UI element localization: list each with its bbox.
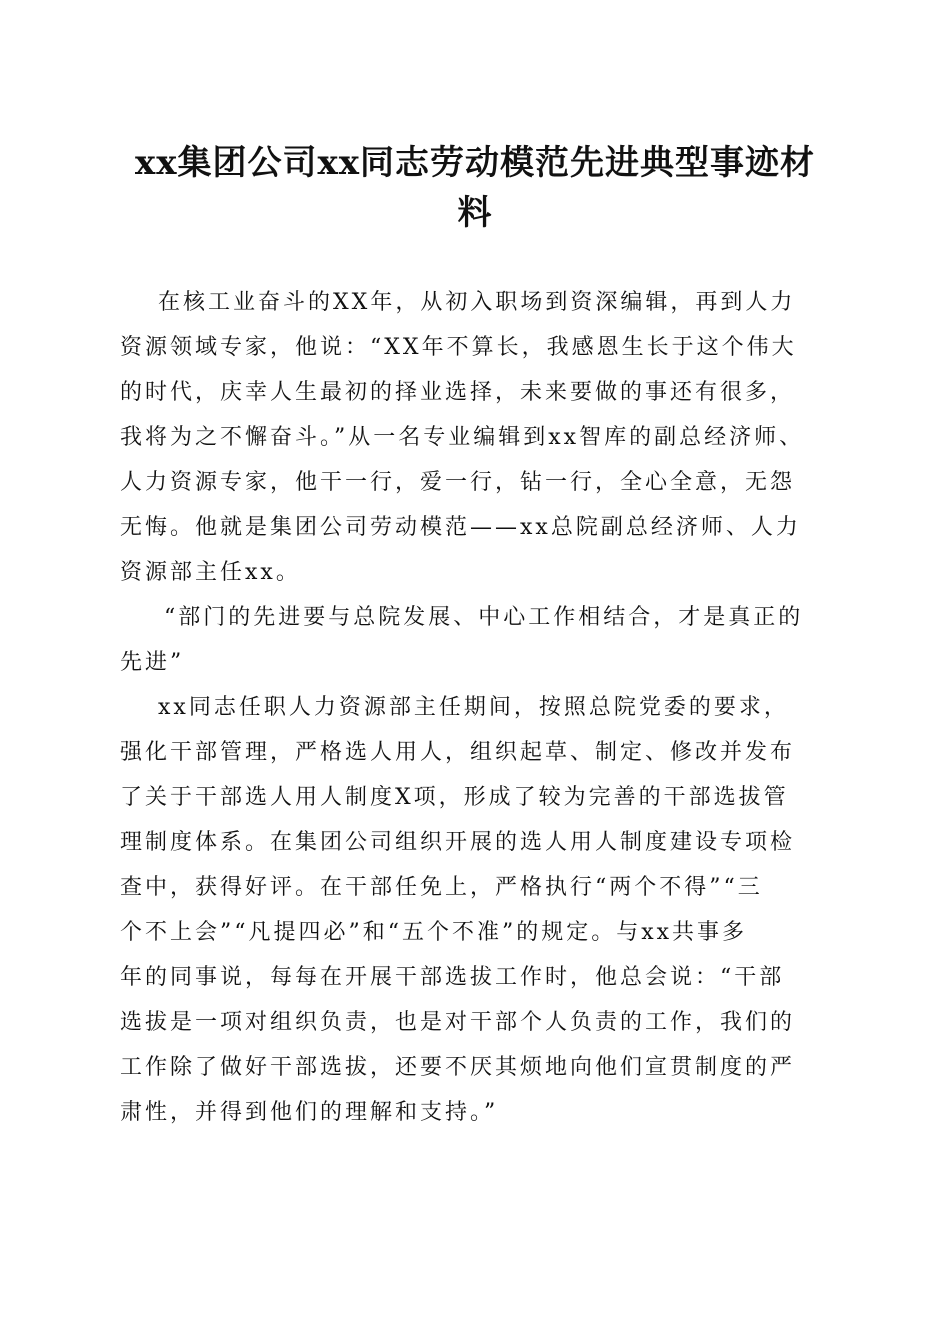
text-line: 个不上会”“凡提四必”和“五个不准”的规定。与xx共事多 bbox=[120, 920, 748, 945]
text-line: 在核工业奋斗的XX年，从初入职场到资深编辑，再到人力 bbox=[158, 290, 796, 315]
text-line: xx同志任职人力资源部主任期间，按照总院党委的要求， bbox=[158, 695, 789, 720]
title-line-1: xx集团公司xx同志劳动模范先进典型事迹材 bbox=[134, 143, 816, 183]
text-line: 年的同事说，每每在开展干部选拔工作时，他总会说：“干部 bbox=[120, 965, 785, 990]
text-line: 强化干部管理，严格选人用人，组织起草、制定、修改并发布 bbox=[120, 740, 796, 765]
document-body bbox=[120, 280, 830, 1135]
text-line: 先进” bbox=[120, 650, 185, 675]
title-line-2: 料 bbox=[457, 193, 493, 233]
text-line: 人力资源专家，他干一行，爱一行，钻一行，全心全意，无怨 bbox=[120, 470, 796, 495]
text-line: 无悔。他就是集团公司劳动模范——xx总院副总经济师、人力 bbox=[120, 515, 801, 540]
text-line: 的时代，庆幸人生最初的择业选择，未来要做的事还有很多， bbox=[120, 380, 796, 405]
text-line: “部门的先进要与总院发展、中心工作相结合，才是真正的 bbox=[164, 605, 804, 630]
text-line: 选拔是一项对组织负责，也是对干部个人负责的工作，我们的 bbox=[120, 1010, 796, 1035]
text-line: 工作除了做好干部选拔，还要不厌其烦地向他们宣贯制度的严 bbox=[120, 1055, 796, 1080]
text-line: 肃性，并得到他们的理解和支持。” bbox=[120, 1100, 499, 1125]
text-line: 资源领域专家，他说：“XX年不算长，我感恩生长于这个伟大 bbox=[120, 335, 797, 360]
text-line: 了关于干部选人用人制度X项，形成了较为完善的干部选拔管 bbox=[120, 785, 789, 810]
text-line: 资源部主任xx。 bbox=[120, 560, 301, 585]
text-line: 我将为之不懈奋斗。”从一名专业编辑到xx智库的副总经济师、 bbox=[120, 425, 805, 450]
text-line: 理制度体系。在集团公司组织开展的选人用人制度建设专项检 bbox=[120, 830, 796, 855]
text-line: 查中，获得好评。在干部任免上，严格执行“两个不得”“三 bbox=[120, 875, 763, 900]
document-title bbox=[110, 138, 840, 238]
